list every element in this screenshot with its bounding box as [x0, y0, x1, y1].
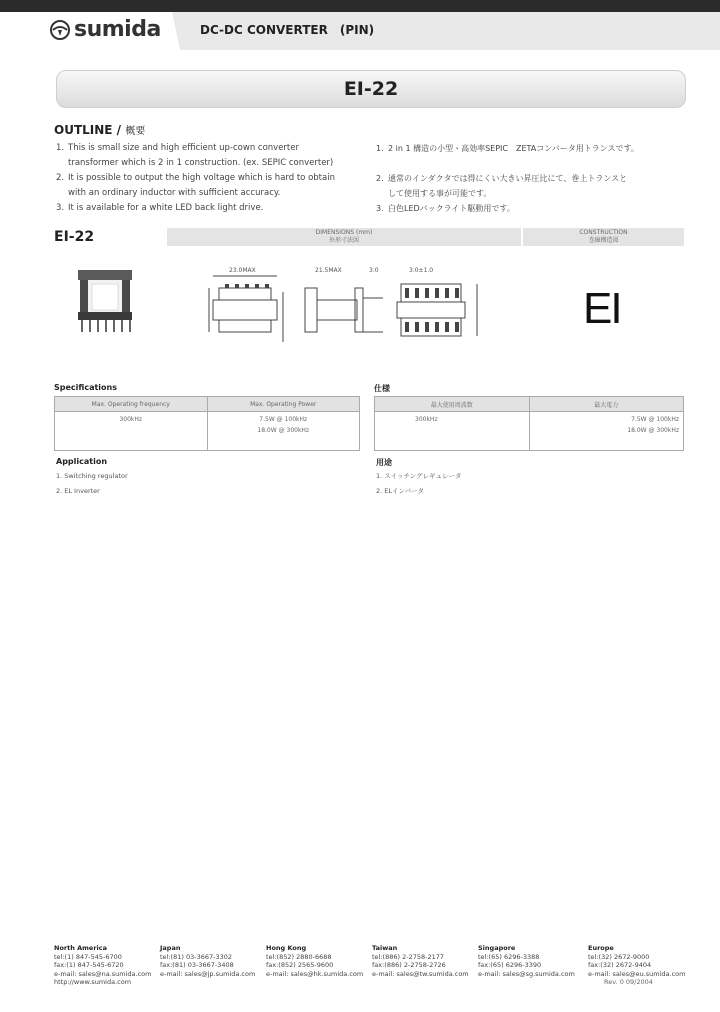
dimensions-header — [167, 228, 521, 246]
item-line: It is available for a white LED back light drive. — [68, 203, 264, 213]
outline-item-jp — [376, 171, 696, 201]
spec-col-power-jp: 最大電力 — [529, 397, 684, 412]
spec-frequency-value-jp: 300kHz — [375, 412, 530, 451]
outline-item-en — [56, 201, 376, 216]
contact-tel: tel:(81) 03-3667-3302 — [160, 952, 232, 961]
spec-power-value: 7.5W @ 100kHz — [259, 416, 308, 423]
item-line: 白色LEDバックライト駆動用です。 — [388, 204, 515, 213]
contact-tel: tel:(32) 2672-9000 — [588, 952, 650, 961]
application-item: 1. Switching regulator — [56, 472, 128, 480]
contact-tel: tel:(1) 847-545-6700 — [54, 952, 122, 961]
contact-region: Taiwan — [372, 944, 398, 952]
contact-europe — [588, 944, 685, 978]
item-line: This is small size and high efficient up-cown converter — [68, 143, 299, 153]
item-number: 1. — [376, 144, 384, 153]
item-line: 通常のインダクタでは得にくい大きい昇圧比にて、巻上トランスと — [388, 174, 628, 183]
dimensions-label-jp: 外形寸法図 — [328, 237, 359, 244]
construction-label: CONSTRUCTION — [579, 229, 628, 236]
contact-fax: fax:(886) 2-2758-2726 — [372, 961, 446, 969]
specifications-table — [54, 396, 360, 451]
item-line: It is possible to output the high voltage which is hard to obtain — [68, 173, 335, 183]
application-list-jp — [376, 469, 462, 499]
outline-list-jp — [376, 141, 696, 216]
item-number: 3. — [376, 204, 384, 213]
outline-heading-jp: 概要 — [125, 126, 146, 137]
application-list — [56, 469, 128, 499]
specifications-heading: Specifications — [54, 383, 117, 392]
top-bar — [0, 0, 720, 12]
product-title: EI-22 — [343, 78, 399, 100]
spec-col-frequency: Max. Operating frequency — [55, 397, 208, 412]
contact-japan — [160, 944, 255, 978]
contact-region: Europe — [588, 944, 614, 952]
item-number: 3. — [56, 203, 65, 213]
outline-item-en — [56, 171, 376, 201]
spec-power-values-jp — [529, 412, 684, 451]
application-item-jp: 1. スイッチングレギュレータ — [376, 472, 462, 480]
contact-region: North America — [54, 944, 107, 952]
specifications-heading-jp: 仕様 — [374, 384, 390, 393]
revision-label: Rev. 0 09/2004 — [604, 978, 653, 986]
contact-region: Singapore — [478, 944, 516, 952]
application-item-jp: 2. ELインバータ — [376, 487, 425, 495]
spec-frequency-value: 300kHz — [55, 412, 208, 451]
outline-heading — [54, 122, 145, 137]
document-title: DC-DC CONVERTER (PIN) — [200, 23, 375, 37]
spec-power-values — [207, 412, 360, 451]
contact-fax: fax:(32) 2672-9404 — [588, 961, 652, 969]
transformer-photo — [72, 266, 138, 334]
website-link[interactable]: http://www.sumida.com — [54, 978, 132, 986]
product-title-box — [56, 70, 686, 108]
item-line: して使用する事が可能です。 — [388, 189, 492, 198]
construction-value: EI — [583, 284, 621, 333]
product-section-title: EI-22 — [54, 229, 95, 245]
contact-fax: fax:(1) 847-545-6720 — [54, 961, 124, 969]
contact-north-america — [54, 944, 151, 978]
contact-fax: fax:(852) 2565-9600 — [266, 961, 334, 969]
application-heading: Application — [56, 457, 108, 466]
application-heading-jp: 用途 — [376, 458, 392, 467]
contact-email[interactable]: e-mail: sales@hk.sumida.com — [266, 969, 364, 978]
outline-item-jp — [376, 201, 696, 216]
outline-heading-en: OUTLINE — [54, 123, 113, 137]
contact-email[interactable]: e-mail: sales@jp.sumida.com — [160, 969, 256, 978]
contact-tel: tel:(852) 2880-6688 — [266, 952, 332, 961]
dim-label-pin: 3.0 — [369, 267, 379, 274]
item-number: 1. — [56, 143, 65, 153]
construction-label-jp: 巻線構造図 — [588, 237, 619, 244]
contact-email[interactable]: e-mail: sales@sg.sumida.com — [478, 969, 575, 978]
item-line: 2 in 1 構造の小型・高効率SEPIC ZETAコンバータ用トランスです。 — [388, 144, 639, 153]
construction-header — [523, 228, 684, 246]
dim-label-width: 23.0MAX — [229, 267, 256, 274]
outline-list-en — [56, 141, 376, 216]
contact-taiwan — [372, 944, 469, 978]
spec-col-frequency-jp: 最大使用周波数 — [375, 397, 530, 412]
spec-power-value-jp: 18.0W @ 300kHz — [627, 427, 679, 434]
contact-fax: fax:(65) 6296-3390 — [478, 961, 542, 969]
contact-singapore — [478, 944, 575, 978]
dimensions-label: DIMENSIONS (mm) — [315, 229, 373, 236]
contact-email[interactable]: e-mail: sales@tw.sumida.com — [372, 969, 469, 978]
contact-region: Hong Kong — [266, 944, 307, 952]
contact-fax: fax:(81) 03-3667-3408 — [160, 961, 234, 969]
sumida-logo-icon — [50, 20, 70, 40]
contact-tel: tel:(886) 2-2758-2177 — [372, 952, 444, 961]
spec-col-power: Max. Operating Power — [207, 397, 360, 412]
dimension-drawings — [205, 262, 495, 344]
dim-label-side: 3.0±1.0 — [409, 267, 434, 274]
contact-hong-kong — [266, 944, 363, 978]
item-line: transformer which is 2 in 1 construction. (ex. SEPIC converter) — [68, 158, 334, 168]
contact-region: Japan — [160, 944, 181, 952]
brand-name: sumida — [74, 17, 161, 42]
contact-email[interactable]: e-mail: sales@eu.sumida.com — [588, 969, 686, 978]
contact-tel: tel:(65) 6296-3388 — [478, 952, 540, 961]
outline-item-jp — [376, 141, 696, 156]
contact-email[interactable]: e-mail: sales@na.sumida.com — [54, 969, 152, 978]
outline-item-en — [56, 141, 376, 171]
outline-heading-sep: / — [112, 123, 126, 137]
spec-power-value: 18.0W @ 300kHz — [257, 427, 310, 434]
application-item: 2. EL Inverter — [56, 487, 100, 495]
item-line: with an ordinary inductor with sufficient accuracy. — [68, 188, 281, 198]
dim-label-depth: 21.5MAX — [315, 267, 342, 274]
item-number: 2. — [56, 173, 65, 183]
spec-power-value-jp: 7.5W @ 100kHz — [631, 416, 679, 423]
item-number: 2. — [376, 174, 384, 183]
specifications-table-jp — [374, 396, 684, 451]
